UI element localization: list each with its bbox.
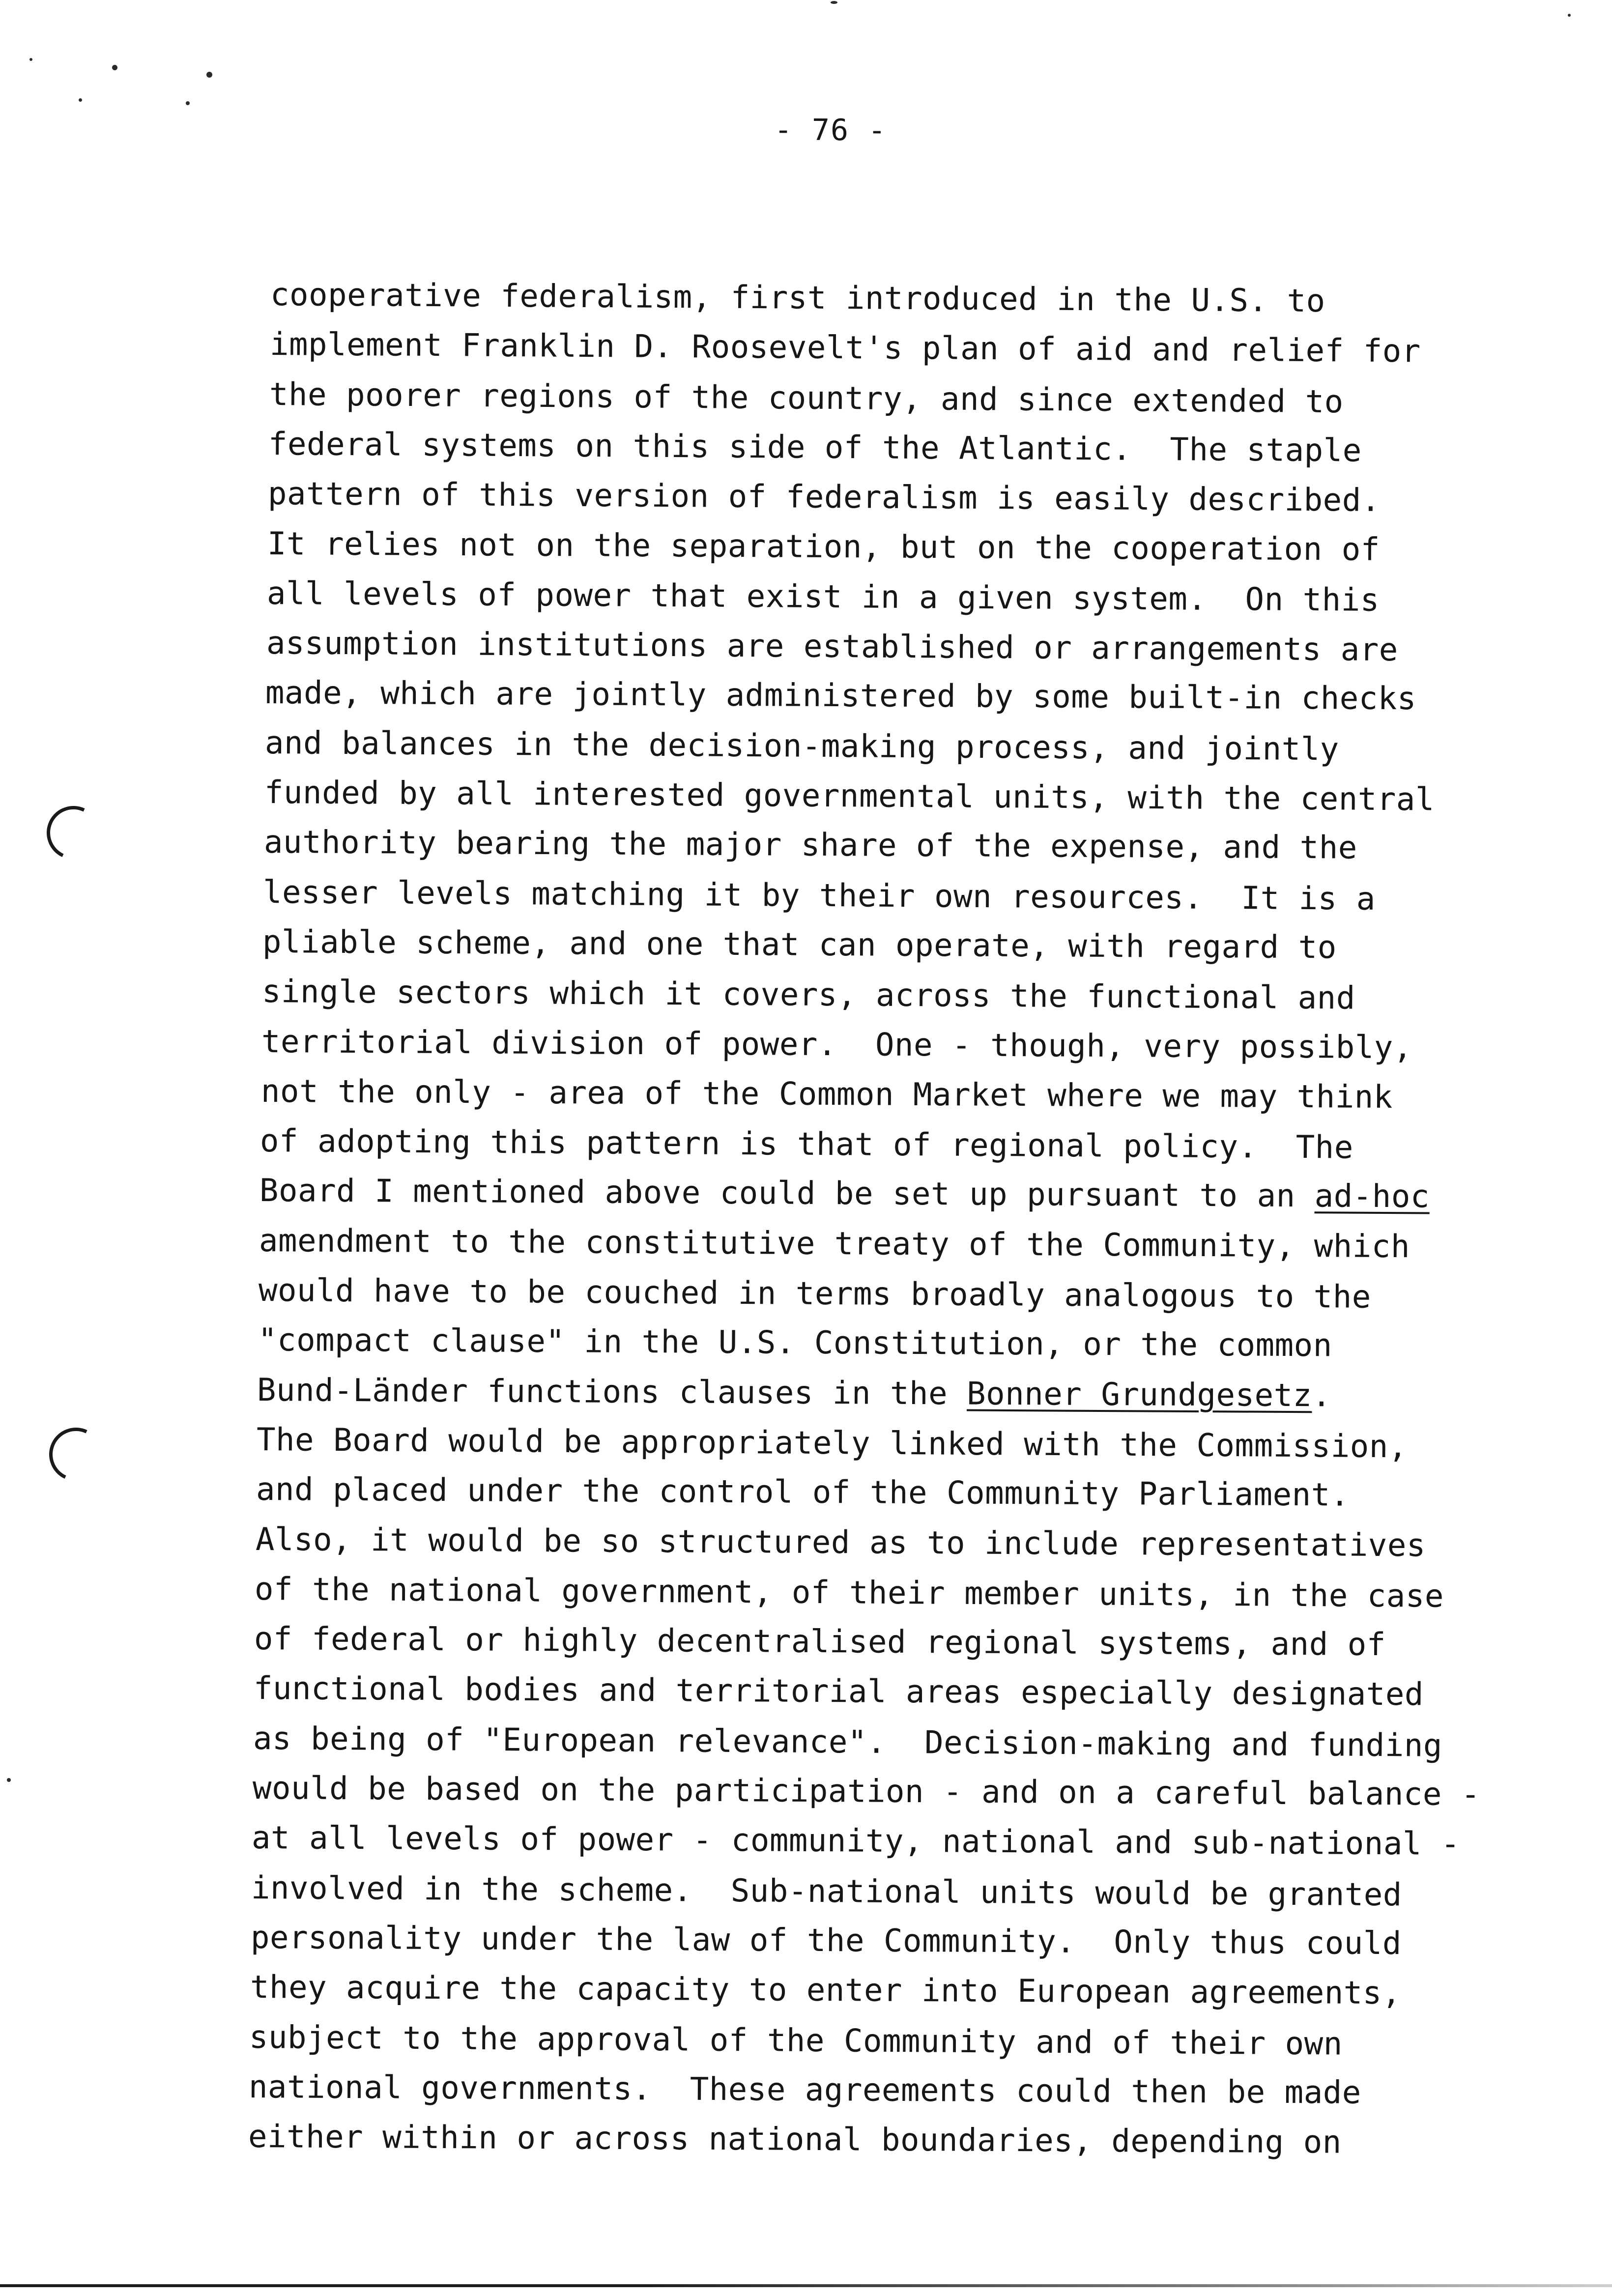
scan-speck <box>79 98 82 102</box>
line-segment: cooperative federalism, first introduced in the U.S. to <box>270 277 1325 320</box>
line-segment: personality under the law of the Community. Only thus could <box>250 1919 1402 1962</box>
line-segment: Bund-Länder functions clauses in the <box>257 1372 967 1412</box>
line-segment: of adopting this pattern is that of regional policy. The <box>260 1123 1354 1166</box>
line-segment: pattern of this version of federalism is easily described. <box>267 476 1381 519</box>
line-segment: they acquire the capacity to enter into European agreements, <box>250 1969 1401 2012</box>
line-segment: of federal or highly decentralised regional systems, and of <box>254 1621 1386 1664</box>
text-line <box>253 1717 1442 1768</box>
text-line <box>264 771 1435 822</box>
line-segment: and balances in the decision-making process, and jointly <box>264 724 1340 768</box>
text-line <box>254 1666 1424 1717</box>
text-line <box>249 2015 1343 2066</box>
line-segment: at all levels of power - community, national and sub-national - <box>252 1820 1461 1863</box>
text-line <box>250 1965 1401 2015</box>
line-segment: Also, it would be so structured as to include representatives <box>255 1521 1426 1564</box>
line-segment: funded by all interested governmental units, with the central <box>264 775 1435 818</box>
line-segment: authority bearing the major share of the expense, and the <box>263 824 1357 866</box>
text-line <box>252 1766 1480 1817</box>
text-line <box>257 1418 1408 1469</box>
text-line <box>254 1617 1386 1667</box>
text-line <box>259 1219 1410 1269</box>
text-line <box>252 1816 1460 1866</box>
text-line <box>249 2065 1361 2115</box>
line-segment: federal systems on this side of the Atlantic. The staple <box>268 426 1362 469</box>
line-segment: territorial division of power. One - though, very possibly, <box>261 1023 1412 1066</box>
text-line <box>266 572 1379 623</box>
scan-speck <box>29 58 32 61</box>
text-line <box>262 920 1337 970</box>
line-segment: would be based on the participation - and on a careful balance - <box>252 1770 1480 1813</box>
underlined-phrase: Bonner Grundgesetz <box>967 1376 1313 1414</box>
line-segment: would have to be couched in terms broadly analogous to the <box>258 1272 1371 1316</box>
line-segment: lesser levels matching it by their own resources. It is a <box>263 874 1376 918</box>
scan-speck <box>186 101 190 105</box>
text-line <box>260 1069 1392 1119</box>
line-segment: not the only - area of the Common Market where we may think <box>260 1073 1393 1116</box>
text-line <box>256 1467 1350 1518</box>
text-line <box>262 970 1355 1021</box>
line-segment: made, which are jointly administered by some built-in checks <box>265 675 1417 718</box>
scan-speck <box>1568 14 1571 17</box>
line-segment: either within or across national boundaries, depending on <box>248 2119 1342 2161</box>
text-line <box>263 870 1376 921</box>
text-line <box>265 721 1339 772</box>
scan-speck <box>206 72 212 78</box>
text-line <box>259 1169 1430 1219</box>
text-line <box>268 472 1381 523</box>
text-line <box>266 621 1398 672</box>
line-segment: subject to the approval of the Community and of their own <box>249 2019 1343 2063</box>
line-segment: . <box>1312 1377 1332 1414</box>
text-line <box>270 273 1325 323</box>
scan-speck <box>7 1778 11 1782</box>
text-line <box>268 422 1362 473</box>
line-segment: "compact clause" in the U.S. Constitution, or the common <box>258 1322 1332 1364</box>
text-line <box>257 1368 1331 1418</box>
scan-speck <box>112 65 117 70</box>
text-line <box>260 1119 1353 1170</box>
text-line <box>261 1020 1412 1070</box>
line-segment: involved in the scheme. Sub-national units would be granted <box>251 1869 1403 1913</box>
scan-speck <box>831 1 837 4</box>
line-segment: single sectors which it covers, across the functional and <box>261 974 1355 1017</box>
line-segment: The Board would be appropriately linked with the Commission, <box>256 1421 1408 1465</box>
text-line <box>270 322 1421 373</box>
line-segment: implement Franklin D. Roosevelt's plan of aid and relief for <box>269 326 1421 370</box>
text-line <box>251 1916 1402 1966</box>
text-line <box>248 2115 1342 2165</box>
line-segment: amendment to the constitutive treaty of the Community, which <box>259 1222 1410 1265</box>
text-line <box>258 1268 1371 1320</box>
page-number: - 76 - <box>774 113 887 148</box>
line-segment: the poorer regions of the country, and since extended to <box>269 376 1344 420</box>
line-segment: assumption institutions are established or arrangements are <box>266 625 1398 669</box>
bottom-edge-line <box>0 2284 1612 2287</box>
line-segment: national governments. These agreements could then be made <box>248 2068 1362 2111</box>
line-segment: of the national government, of their member units, in the case <box>255 1571 1444 1615</box>
text-line <box>269 373 1343 424</box>
text-line <box>265 671 1416 721</box>
text-line <box>255 1567 1444 1619</box>
text-line <box>255 1518 1425 1568</box>
line-segment: as being of "European relevance". Decision-making and funding <box>253 1720 1442 1764</box>
line-segment: all levels of power that exist in a given system. On this <box>266 575 1380 619</box>
text-line <box>263 820 1357 870</box>
line-segment: functional bodies and territorial areas especially designated <box>253 1670 1424 1713</box>
text-line <box>258 1318 1332 1368</box>
underlined-phrase: ad-hoc <box>1314 1178 1430 1215</box>
text-line <box>267 522 1380 572</box>
line-segment: and placed under the control of the Community Parliament. <box>256 1471 1350 1514</box>
line-segment: Board I mentioned above could be set up pursuant to an <box>259 1173 1315 1215</box>
text-line <box>251 1866 1402 1917</box>
line-segment: It relies not on the separation, but on the cooperation of <box>267 525 1380 568</box>
line-segment: pliable scheme, and one that can operate, with regard to <box>262 923 1337 966</box>
